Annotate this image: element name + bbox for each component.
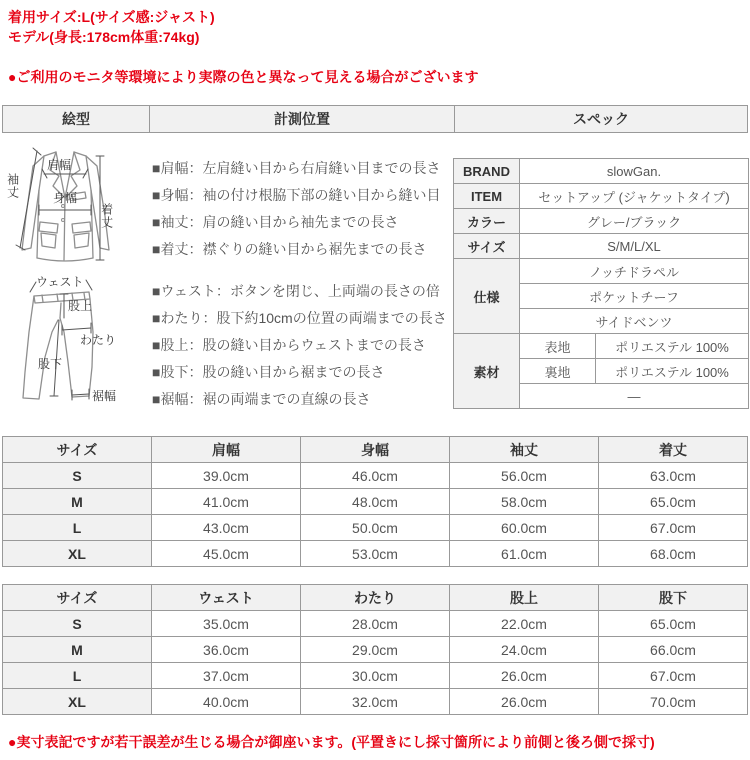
guide-header-illustration: 絵型 [2,105,150,133]
size-name: L [3,663,152,689]
table-row [3,515,748,541]
size-cell: 67.0cm [599,663,748,689]
size-cell: 53.0cm [301,541,450,567]
pants-label-rise: 股上 [68,299,93,313]
column-header: 身幅 [301,437,450,463]
spec-feature: ノッチドラペル [520,259,749,284]
size-name: L [3,515,152,541]
table-row [3,637,748,663]
wearing-size-note: 着用サイズ:L(サイズ感:ジャスト) [8,9,215,25]
size-cell: 22.0cm [450,611,599,637]
measurement-definition: ■ウェスト：ボタンを閉じ、上両端の長さの倍 [152,283,440,299]
size-cell: 58.0cm [450,489,599,515]
size-cell: 46.0cm [301,463,450,489]
jacket-label-body-width: 身幅 [53,191,78,205]
column-header: 袖丈 [450,437,599,463]
guide-header-measure-position: 計測位置 [150,105,455,133]
pants-size-table [2,584,748,715]
table-row [3,689,748,715]
size-cell: 26.0cm [450,663,599,689]
size-name: M [3,489,152,515]
pants-measurement-definitions [152,278,455,413]
pants-label-hem-width: 裾幅 [92,389,117,403]
measurement-definition: ■着丈：襟ぐりの縫い目から裾先までの長さ [152,241,427,257]
column-header: 肩幅 [152,437,301,463]
pants-label-thigh: わたり [80,333,117,347]
size-cell: 60.0cm [450,515,599,541]
spec-label-item: ITEM [454,184,520,209]
spec-label-material: 素材 [454,334,520,409]
pants-illustration [0,272,150,412]
monitor-color-note: ●ご利用のモニタ等環境により実際の色と異なって見える場合がございます [8,69,479,85]
material-value: ポリエステル 100% [596,334,749,359]
measurement-definition: ■股下：股の縫い目から裾までの長さ [152,364,385,380]
pants-label-inseam: 股下 [38,357,63,371]
table-row [3,611,748,637]
size-name: XL [3,689,152,715]
spec-feature: ポケットチーフ [520,284,749,309]
table-row [3,463,748,489]
table-row [3,541,748,567]
size-cell: 70.0cm [599,689,748,715]
guide-header-row [2,105,748,133]
size-cell: 65.0cm [599,489,748,515]
size-cell: 39.0cm [152,463,301,489]
jacket-label-sleeve-length: 袖丈 [5,173,20,199]
spec-label-color: カラー [454,209,520,234]
size-cell: 26.0cm [450,689,599,715]
size-cell: 65.0cm [599,611,748,637]
measurement-definition: ■股上：股の縫い目からウェストまでの長さ [152,337,426,353]
material-empty: — [520,384,749,409]
jacket-label-length: 着丈 [99,203,114,229]
table-header-row [3,585,748,611]
size-name: S [3,611,152,637]
spec-value-item: セットアップ (ジャケットタイプ) [520,184,749,209]
pants-label-waist: ウェスト [36,275,84,289]
size-cell: 66.0cm [599,637,748,663]
measurement-definition: ■裾幅：裾の両端までの直線の長さ [152,391,371,407]
material-part: 裏地 [520,359,596,384]
spec-feature: サイドベンツ [520,309,749,334]
size-cell: 45.0cm [152,541,301,567]
size-cell: 48.0cm [301,489,450,515]
spec-value-brand: slowGan. [520,159,749,184]
spec-label-features: 仕様 [454,259,520,334]
size-cell: 29.0cm [301,637,450,663]
column-header: サイズ [3,585,152,611]
spec-value-size: S/M/L/XL [520,234,749,259]
size-cell: 43.0cm [152,515,301,541]
spec-label-brand: BRAND [454,159,520,184]
size-cell: 24.0cm [450,637,599,663]
size-cell: 35.0cm [152,611,301,637]
size-name: M [3,637,152,663]
size-name: XL [3,541,152,567]
guide-header-spec: スペック [455,105,748,133]
measurement-definition: ■身幅：袖の付け根脇下部の縫い目から縫い目 [152,187,441,203]
size-cell: 41.0cm [152,489,301,515]
column-header: サイズ [3,437,152,463]
jacket-measurement-definitions [152,155,455,263]
jacket-label-shoulder-width: 肩幅 [47,158,72,172]
size-cell: 50.0cm [301,515,450,541]
size-cell: 36.0cm [152,637,301,663]
measurement-definition: ■わたり：股下約10cmの位置の両端までの長さ [152,310,447,326]
model-note: モデル(身長:178cm体重:74kg) [8,29,200,45]
measurement-definition: ■肩幅：左肩縫い目から右肩縫い目までの長さ [152,160,441,176]
material-value: ポリエステル 100% [596,359,749,384]
size-cell: 68.0cm [599,541,748,567]
size-cell: 63.0cm [599,463,748,489]
table-row [3,489,748,515]
actual-size-note: ●実寸表記ですが若干誤差が生じる場合が御座います。(平置きにし採寸箇所により前側と後ろ側で採寸) [8,734,655,750]
jacket-size-table [2,436,748,567]
spec-value-color: グレー/ブラック [520,209,749,234]
measurement-definition: ■袖丈：肩の縫い目から袖先までの長さ [152,214,399,230]
jacket-illustration [0,136,150,276]
column-header: 股上 [450,585,599,611]
column-header: わたり [301,585,450,611]
column-header: 着丈 [599,437,748,463]
table-header-row [3,437,748,463]
size-cell: 30.0cm [301,663,450,689]
size-cell: 40.0cm [152,689,301,715]
column-header: ウェスト [152,585,301,611]
spec-table [453,158,749,409]
size-cell: 61.0cm [450,541,599,567]
column-header: 股下 [599,585,748,611]
size-cell: 37.0cm [152,663,301,689]
size-cell: 32.0cm [301,689,450,715]
size-cell: 67.0cm [599,515,748,541]
size-name: S [3,463,152,489]
size-cell: 28.0cm [301,611,450,637]
spec-label-size: サイズ [454,234,520,259]
table-row [3,663,748,689]
size-cell: 56.0cm [450,463,599,489]
material-part: 表地 [520,334,596,359]
